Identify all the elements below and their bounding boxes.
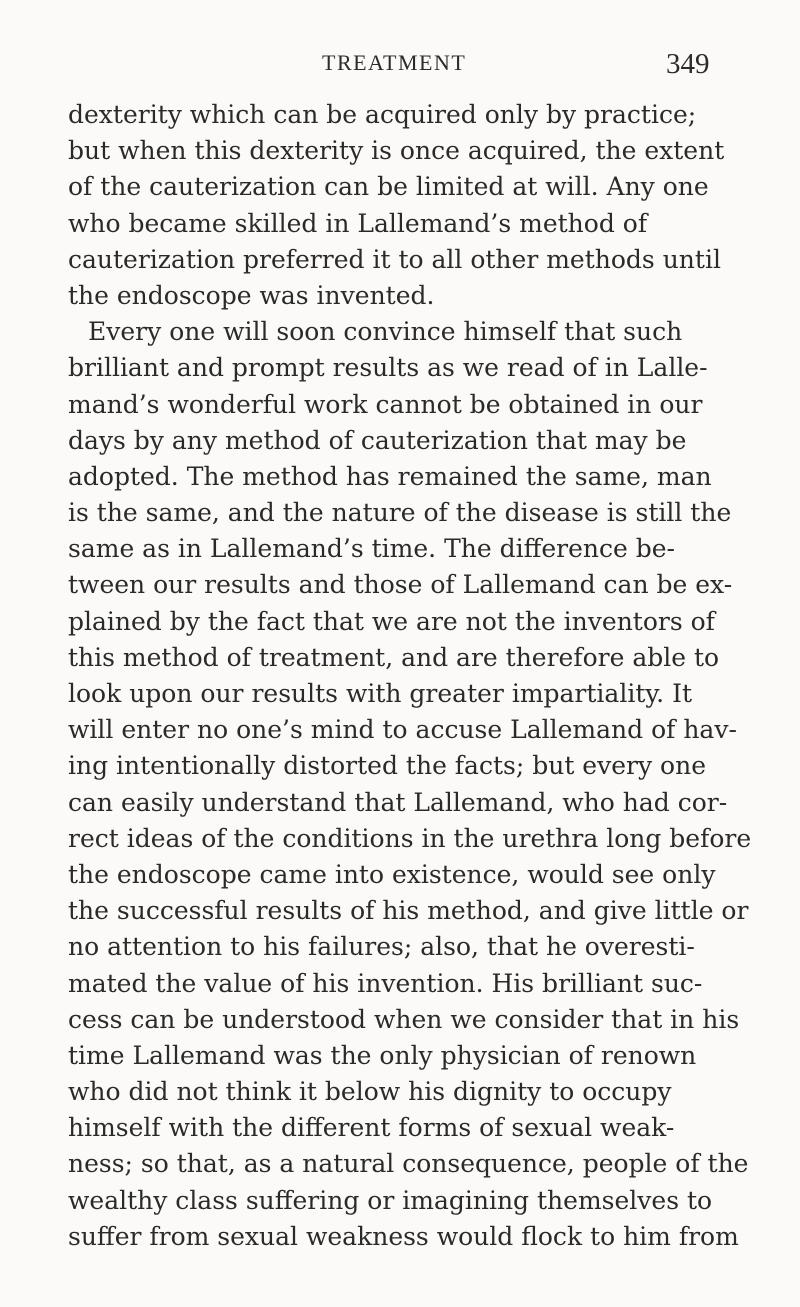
text-line: can easily understand that Lallemand, who had cor- [68, 787, 728, 817]
text-line: brilliant and prompt results as we read of in Lalle- [68, 353, 708, 383]
text-line: look upon our results with greater impartiality. It [68, 679, 692, 708]
text-line: this method of treatment, and are therefore able to [68, 642, 720, 672]
page-number: 349 [666, 48, 710, 80]
text-line: mated the value of his invention. His brilliant suc- [68, 968, 703, 998]
text-line: who did not think it below his dignity to occupy [68, 1077, 672, 1107]
paragraph-first-line: Every one will soon convince himself that such [88, 317, 683, 347]
text-line: the endoscope came into existence, would see only [68, 859, 716, 889]
text-line: of the cauterization can be limited at will. Any one [68, 172, 709, 202]
text-line: the endoscope was invented. [68, 280, 435, 310]
text-line: is the same, and the nature of the disease is still the [68, 498, 732, 528]
text-line: no attention to his failures; also, that he overesti- [68, 932, 695, 962]
text-line: plained by the fact that we are not the inventors of [68, 606, 715, 636]
chapter-title: TREATMENT [322, 50, 467, 75]
text-line: who became skilled in Lallemand’s method of [68, 208, 648, 238]
text-line: same as in Lallemand’s time. The difference be- [68, 534, 675, 564]
body-text [68, 97, 752, 1255]
text-line: ness; so that, as a natural consequence, people of the [68, 1149, 749, 1179]
text-line: but when this dexterity is once acquired, the extent [68, 136, 725, 166]
text-line: time Lallemand was the only physician of renown [68, 1040, 697, 1070]
text-line: himself with the different forms of sexual weak- [68, 1113, 675, 1143]
text-line: ing intentionally distorted the facts; but every one [68, 751, 706, 781]
text-line: wealthy class suffering or imagining themselves to [68, 1185, 713, 1215]
running-head [0, 50, 800, 90]
text-line: will enter no one’s mind to accuse Lallemand of hav- [68, 715, 737, 745]
text-line: suffer from sexual weakness would flock to him from [68, 1221, 739, 1251]
text-line: tween our results and those of Lallemand can be ex- [68, 570, 733, 600]
text-line: cess can be understood when we consider that in his [68, 1004, 740, 1034]
text-line: adopted. The method has remained the same, man [68, 461, 712, 491]
text-line: dexterity which can be acquired only by practice; [68, 100, 697, 129]
text-line: cauterization preferred it to all other methods until [68, 244, 721, 274]
text-line: days by any method of cauterization that may be [68, 425, 687, 455]
text-line: rect ideas of the conditions in the urethra long before [68, 823, 752, 853]
text-line: the successful results of his method, and give little or [68, 896, 749, 926]
text-line: mand’s wonderful work cannot be obtained in our [68, 389, 703, 419]
